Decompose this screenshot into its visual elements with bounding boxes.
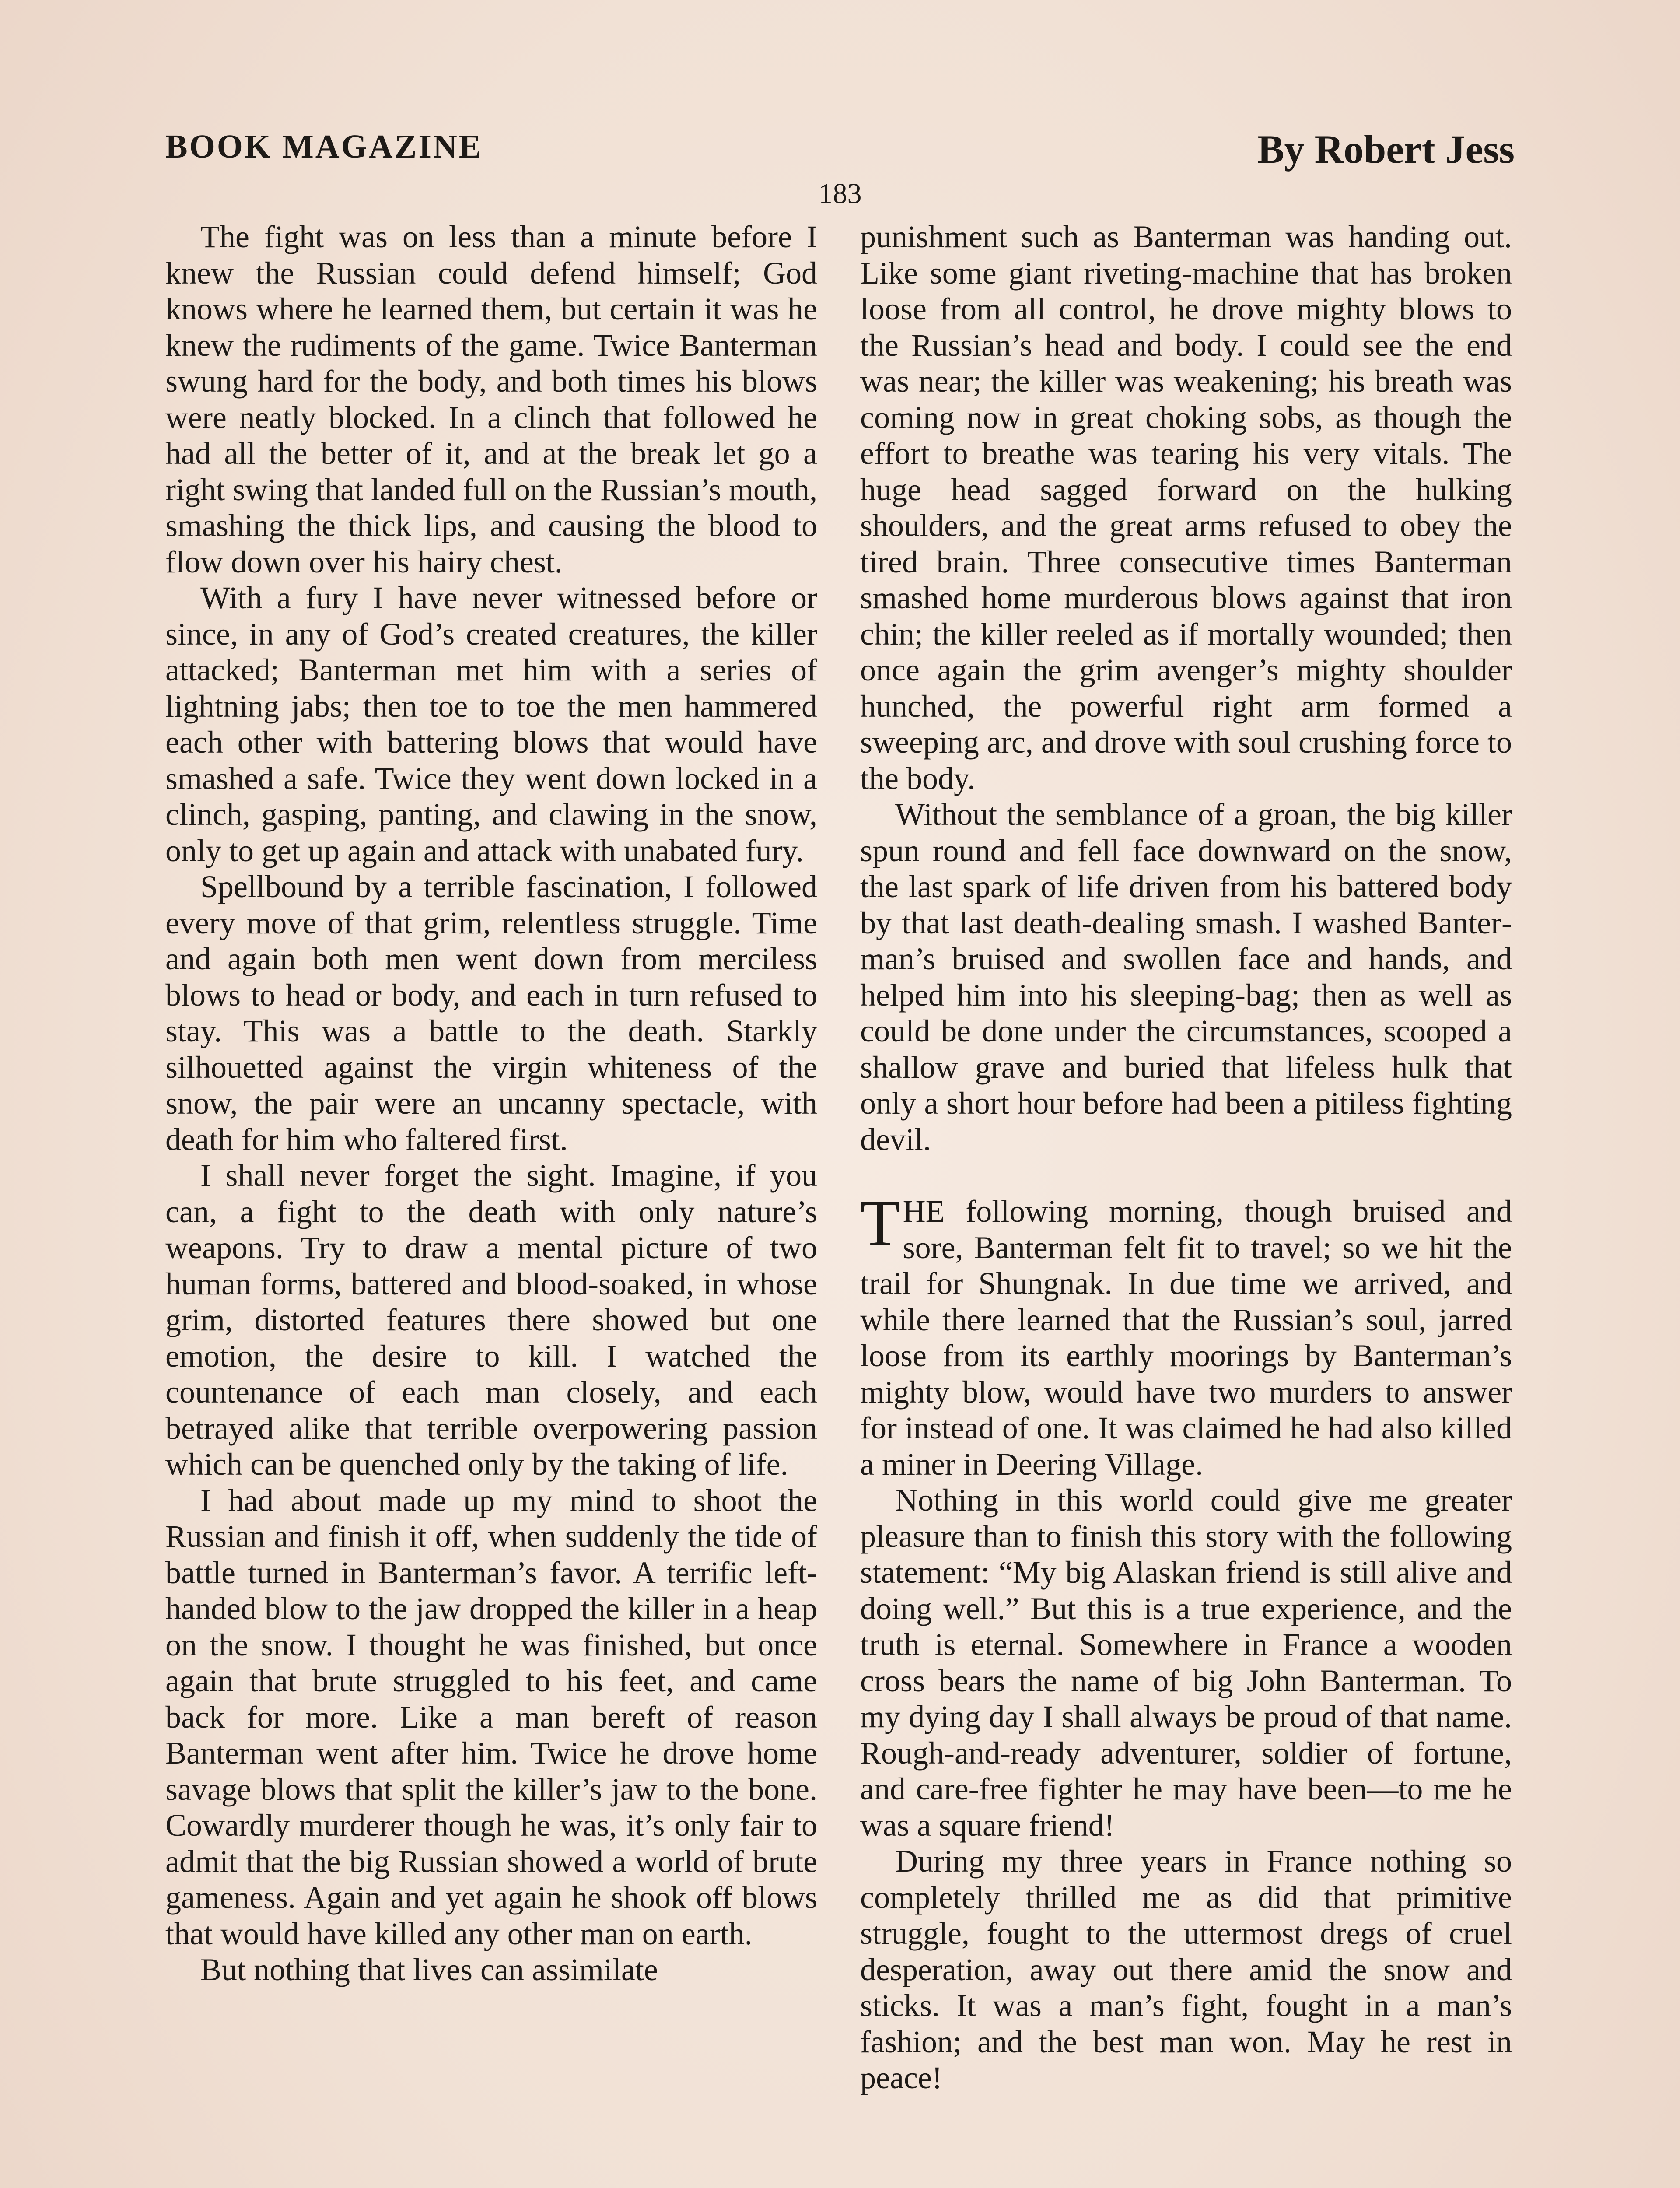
left-column: [165, 219, 817, 1988]
drop-cap: T: [860, 1187, 900, 1259]
paragraph-continuation: punishment such as Banterman was handing out. Like some giant riveting-machine that has broken loose from all control, he drove mighty blows to the Russian’s head and body. I could see the end was near; the killer was weakening; his breath was coming now in great choking sobs, as though the effort to breathe was tearing his very vitals. The huge head sagged forward on the hulking shoulders, and the great arms refused to obey the tired brain. Three consecutive times Banterman smashed home murderous blows against that iron chin; the killer reeled as if mortally wounded; then once again the grim avenger’s mighty shoulder hunched, the powerful right arm formed a sweeping arc, and drove with soul crushing force to the body.: [860, 219, 1512, 796]
paragraph: Without the semblance of a groan, the big killer spun round and fell face downward on the snow, the last spark of life driven from his battered body by that last death-dealing smash. I washed Banterman’s bruised and swollen face and hands, and helped him into his sleeping-bag; then as well as could be done under the circumstances, scooped a shallow grave and buried that lifeless hulk that only a short hour before had been a pitiless fighting devil.: [860, 797, 1512, 1157]
paragraph: Spellbound by a terrible fascination, I followed every move of that grim, relentless struggle. Time and again both men went down from merciless blows to head or body, and each in turn refused to stay. This was a battle to the death. Starkly silhouetted against the virgin whiteness of the snow, the pair were an uncanny spectacle, with death for him who faltered first.: [165, 869, 817, 1157]
author-byline: By Robert Jess: [1257, 127, 1515, 172]
paragraph: During my three years in France nothing so completely thrilled me as did that primitive struggle, fought to the uttermost dregs of cruel desperation, away out there amid the snow and sticks. It was a man’s fight, fought in a man’s fashion; and the best man won. May he rest in peace!: [860, 1844, 1512, 2095]
section-opening-paragraph: [860, 1187, 1512, 1482]
paragraph: But nothing that lives can assimilate: [200, 1952, 658, 1987]
page-number: 183: [818, 178, 862, 210]
paragraph: I shall never forget the sight. Imagine, if you can, a fight to the death with only nature’s weapons. Try to draw a mental picture of two human forms, battered and blood-soaked, in whose grim, distorted features there showed but one emotion, the desire to kill. I watched the countenance of each man closely, and each betrayed alike that terrible overpowering passion which can be quenched only by the taking of life.: [165, 1158, 817, 1482]
magazine-title: BOOK MAGAZINE: [165, 128, 483, 165]
paragraph: Nothing in this world could give me greater pleasure than to finish this story with the following statement: “My big Alaskan friend is still alive and doing well.” But this is a true experience, and the truth is eternal. Somewhere in France a wooden cross bears the name of big John Banterman. To my dying day I shall always be proud of that name. Rough-and-ready adventurer, soldier of fortune, and care-free fighter he may have been—to me he was a square friend!: [860, 1483, 1512, 1843]
paragraph: I had about made up my mind to shoot the Russian and finish it off, when suddenly the tide of battle turned in Banterman’s favor. A terrific left-handed blow to the jaw dropped the killer in a heap on the snow. I thought he was finished, but once again that brute struggled to his feet, and came back for more. Like a man bereft of reason Banterman went after him. Twice he drove home savage blows that split the killer’s jaw to the bone. Cowardly murderer though he was, it’s only fair to admit that the big Russian showed a world of brute gameness. Again and yet again he shook off blows that would have killed any other man on earth.: [165, 1483, 817, 1951]
paragraph: With a fury I have never witnessed before or since, in any of God’s created creatures, the killer attacked; Banterman met him with a series of lightning jabs; then toe to toe the men hammered each other with battering blows that would have smashed a safe. Twice they went down locked in a clinch, gasping, panting, and clawing in the snow, only to get up again and attack with unabated fury.: [165, 580, 817, 868]
right-column: [860, 219, 1512, 2096]
paragraph: The fight was on less than a minute before I knew the Russian could defend himself; God knows where he learned them, but certain it was he knew the rudiments of the game. Twice Banterman swung hard for the body, and both times his blows were neatly blocked. In a clinch that followed he had all the better of it, and at the break let go a right swing that landed full on the Russian’s mouth, smashing the thick lips, and causing the blood to flow down over his hairy chest.: [165, 219, 817, 579]
section-opening-text: HE following morning, though bruised and sore, Banterman felt fit to travel; so we hit the trail for Shungnak. In due time we arrived, and while there learned that the Russian’s soul, jarred loose from its earthly moorings by Banterman’s mighty blow, would have two murders to answer for instead of one. It was claimed he had also killed a miner in Deering Village.: [860, 1194, 1512, 1482]
